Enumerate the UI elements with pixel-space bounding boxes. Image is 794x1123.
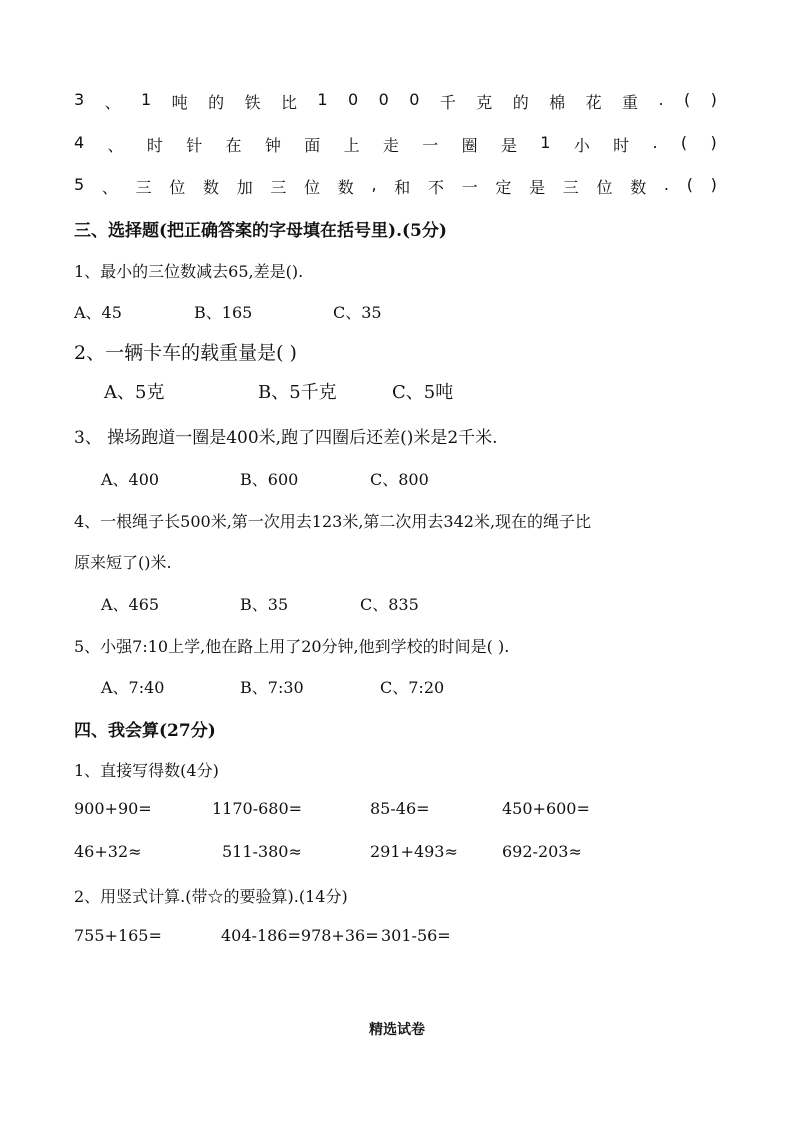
option-c: C、35 (333, 303, 382, 322)
char: 钟 (264, 136, 281, 155)
char: 三 (270, 178, 287, 197)
char: 的 (512, 93, 529, 112)
true-false-item-4 (74, 133, 717, 156)
section-4-title: 四、我会算(27分) (74, 721, 216, 741)
calc-item: 291+493≈ (370, 842, 458, 861)
question-4: 4、一根绳子长500米,第一次用去123米,第二次用去342米,现在的绳子比 (74, 512, 592, 531)
part-1-title: 1、直接写得数(4分) (74, 761, 219, 780)
char: 走 (382, 136, 399, 155)
question-5: 5、小强7:10上学,他在路上用了20分钟,他到学校的时间是( ). (74, 637, 510, 656)
calc-item: 46+32≈ (74, 842, 142, 861)
option-b: B、165 (194, 303, 253, 322)
char: 位 (169, 178, 186, 197)
char: 是 (529, 178, 546, 197)
char: 上 (343, 136, 360, 155)
question-2: 2、一辆卡车的载重量是( ) (74, 342, 297, 364)
calc-item: 1170-680= (212, 799, 303, 818)
char: ( (683, 90, 691, 109)
char: ) (710, 90, 717, 109)
char: 三 (135, 178, 152, 197)
char: . (652, 133, 658, 152)
char: 的 (208, 93, 225, 112)
char: 在 (225, 136, 242, 155)
page-footer: 精选试卷 (369, 1022, 425, 1038)
char: ) (710, 133, 717, 152)
question-3: 3、 操场跑道一圈是400米,跑了四圈后还差()米是2千米. (74, 428, 498, 448)
char: ( (686, 175, 693, 194)
char: 5 (74, 175, 85, 194)
char: ) (710, 175, 717, 194)
char: 千 (439, 93, 456, 112)
char: 克 (476, 93, 493, 112)
char: 不 (427, 178, 444, 197)
char: 和 (394, 178, 411, 197)
char: 数 (630, 178, 647, 197)
char: 4 (74, 133, 85, 152)
question-1: 1、最小的三位数减去65,差是(). (74, 262, 304, 281)
calc-item: 301-56= (381, 926, 451, 945)
char: 时 (146, 136, 163, 155)
calc-item: 755+165= (74, 926, 162, 945)
char: 花 (585, 93, 602, 112)
option-a: A、5克 (104, 382, 165, 403)
option-b: B、35 (240, 595, 289, 614)
char: 3 (74, 90, 85, 109)
char: 面 (304, 136, 321, 155)
char: 位 (596, 178, 613, 197)
char: 0 (348, 90, 359, 109)
option-b: B、600 (240, 470, 299, 489)
char: 棉 (549, 93, 566, 112)
char: 比 (280, 93, 297, 112)
option-a: A、400 (101, 470, 160, 489)
char: 1 (540, 133, 551, 152)
option-c: C、5吨 (392, 382, 454, 403)
char: 数 (202, 178, 219, 197)
char: 数 (337, 178, 354, 197)
char: . (658, 90, 664, 109)
section-3-title: 三、选择题(把正确答案的字母填在括号里).(5分) (74, 221, 447, 241)
char: 是 (500, 136, 517, 155)
option-a: A、7:40 (101, 678, 165, 697)
calc-item: 692-203≈ (502, 842, 582, 861)
part-2-title: 2、用竖式计算.(带☆的要验算).(14分) (74, 887, 348, 906)
char: 、 (104, 93, 121, 112)
calc-item: 511-380≈ (222, 842, 302, 861)
char: . (663, 175, 669, 194)
question-4-continued: 原来短了()米. (74, 553, 172, 572)
char: 吨 (171, 93, 188, 112)
char: 一 (461, 178, 478, 197)
option-b: B、7:30 (240, 678, 304, 697)
char: 三 (562, 178, 579, 197)
char: 0 (378, 90, 389, 109)
calc-item: 404-186=978+36= (221, 926, 379, 945)
char: 小 (573, 136, 590, 155)
calc-item: 900+90= (74, 799, 152, 818)
calc-item: 85-46= (370, 799, 430, 818)
char: 重 (622, 93, 639, 112)
calc-item: 450+600= (502, 799, 590, 818)
char: 时 (613, 136, 630, 155)
char: 针 (186, 136, 203, 155)
char: 一 (422, 136, 439, 155)
char: 位 (304, 178, 321, 197)
option-a: A、465 (101, 595, 160, 614)
char: 定 (495, 178, 512, 197)
char: 加 (236, 178, 253, 197)
char: 1 (317, 90, 328, 109)
char: ( (680, 133, 688, 152)
char: 1 (141, 90, 152, 109)
char: 圈 (461, 136, 478, 155)
option-c: C、835 (360, 595, 419, 614)
char: , (371, 175, 377, 194)
char: 、 (101, 178, 118, 197)
true-false-item-3 (74, 90, 717, 113)
char: 铁 (244, 93, 261, 112)
option-a: A、45 (74, 303, 122, 322)
option-c: C、7:20 (380, 678, 445, 697)
true-false-item-5 (74, 175, 717, 198)
option-c: C、800 (370, 470, 429, 489)
char: 、 (107, 136, 124, 155)
option-b: B、5千克 (258, 382, 337, 403)
char: 0 (409, 90, 420, 109)
